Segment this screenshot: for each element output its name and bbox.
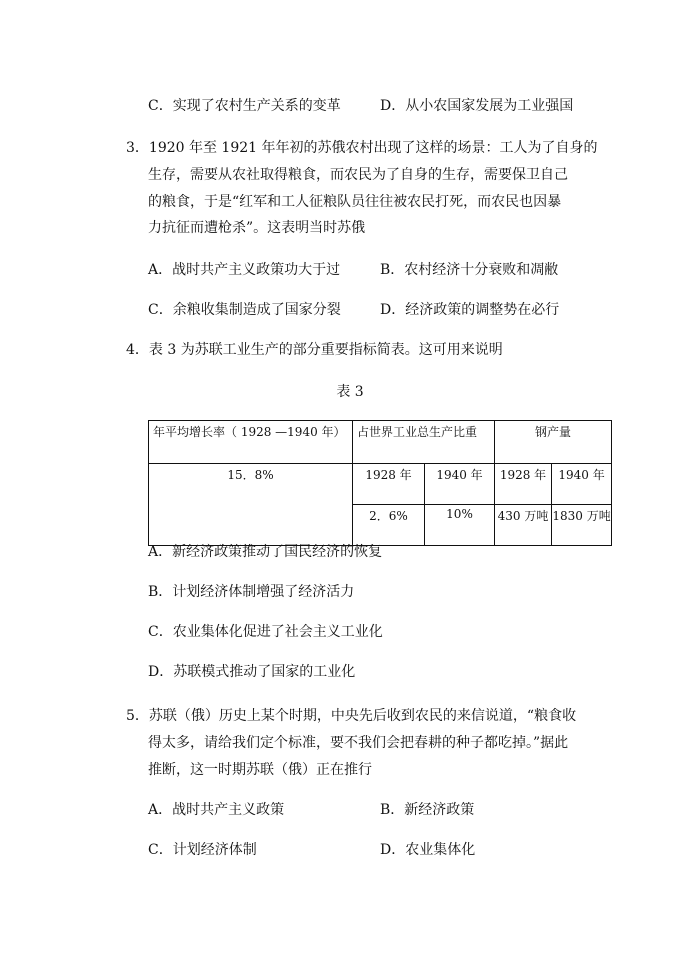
table-cell-growth-rate: 15．8% [149, 464, 353, 546]
q5-option-b: B．新经济政策 [380, 802, 475, 818]
q3-option-d: D．经济政策的调整势在必行 [380, 302, 560, 318]
q5-stem-line-1: 5．苏联（俄）历史上某个时期，中央先后收到农民的来信说道，“粮食收 [126, 708, 577, 724]
table-cell-share-1928: 2．6% [353, 505, 425, 546]
table-cell-share-year-1928: 1928 年 [353, 464, 425, 505]
q3-stem-line-3: 的粮食，于是“红军和工人征粮队员往往被农民打死，而农民也因暴 [148, 194, 562, 210]
q3-option-c: C．余粮收集制造成了国家分裂 [148, 302, 341, 318]
table-cell-steel-1940: 1830 万吨 [552, 505, 612, 546]
table-cell-steel-year-1940: 1940 年 [552, 464, 612, 505]
q3-option-b: B．农村经济十分衰败和凋敝 [380, 262, 559, 278]
q5-option-d: D．农业集体化 [380, 842, 476, 858]
q4-stem: 4．表 3 为苏联工业生产的部分重要指标简表。这可用来说明 [126, 342, 503, 358]
q3-stem-line-2: 生存，需要从农社取得粮食，而农民为了自身的生存，需要保卫自己 [148, 167, 568, 183]
q5-option-a: A．战时共产主义政策 [148, 802, 285, 818]
table-caption: 表 3 [336, 384, 364, 400]
table-cell-share-1940: 10% [425, 505, 495, 546]
q4-option-b: B．计划经济体制增强了经济活力 [148, 584, 355, 600]
table-header-share: 占世界工业总生产比重 [353, 421, 495, 464]
q3-stem-line-1: 3．1920 年至 1921 年年初的苏俄农村出现了这样的场景：工人为了自身的 [126, 140, 598, 156]
q4-option-a: A．新经济政策推动了国民经济的恢复 [148, 544, 383, 560]
indicator-table [148, 420, 612, 546]
table-cell-share-year-1940: 1940 年 [425, 464, 495, 505]
q4-option-c: C．农业集体化促进了社会主义工业化 [148, 624, 383, 640]
q3-option-a: A．战时共产主义政策功大于过 [148, 262, 341, 278]
q2-option-d: D．从小农国家发展为工业强国 [380, 98, 574, 114]
q4-option-d: D．苏联模式推动了国家的工业化 [148, 664, 356, 680]
table-cell-steel-1928: 430 万吨 [495, 505, 552, 546]
q5-option-c: C．计划经济体制 [148, 842, 257, 858]
table-header-growth: 年平均增长率（ 1928 —1940 年） [149, 421, 353, 464]
q3-stem-line-4: 力抗征而遭枪杀”。这表明当时苏俄 [148, 220, 366, 236]
q2-option-c: C．实现了农村生产关系的变革 [148, 98, 341, 114]
table-cell-steel-year-1928: 1928 年 [495, 464, 552, 505]
q5-stem-line-3: 推断，这一时期苏联（俄）正在推行 [148, 762, 372, 778]
table-header-steel: 钢产量 [495, 421, 612, 464]
q5-stem-line-2: 得太多，请给我们定个标准，要不我们会把春耕的种子都吃掉。”据此 [148, 735, 569, 751]
